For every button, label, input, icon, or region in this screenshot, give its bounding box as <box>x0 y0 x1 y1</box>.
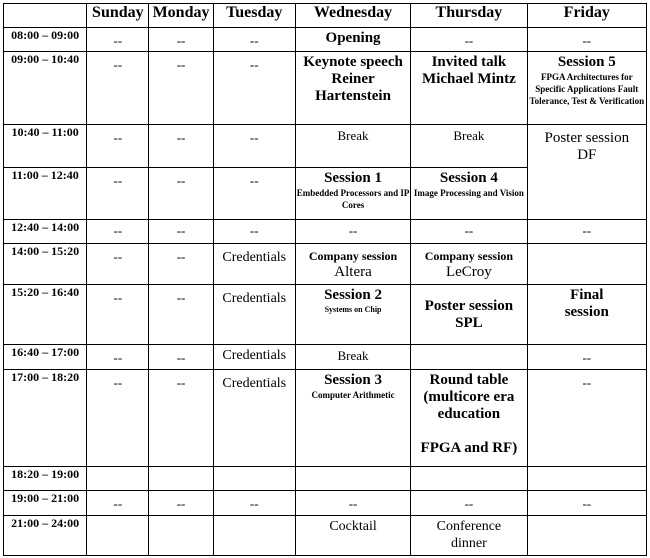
day-header: Sunday <box>87 4 149 28</box>
cell <box>411 28 527 52</box>
session3-cell <box>295 370 410 467</box>
empty-slot: -- <box>113 496 123 512</box>
session3-title: Session 3 <box>324 372 383 389</box>
session1-title: Session 1 <box>324 170 383 187</box>
company-altera-title: Company session <box>308 249 398 264</box>
credentials-cell <box>213 244 295 284</box>
conference-dinner-cell <box>411 515 527 555</box>
cell <box>149 345 213 370</box>
cell <box>411 219 527 243</box>
schedule-table <box>3 3 647 556</box>
credentials-label: Credentials <box>222 348 287 364</box>
session5-title: Session 5 <box>557 54 616 71</box>
cell <box>527 370 646 467</box>
empty-slot: -- <box>464 33 474 49</box>
cell <box>149 125 213 168</box>
final-title: Final <box>570 286 604 303</box>
empty-slot: -- <box>249 57 259 73</box>
invited-speaker: Michael Mintz <box>422 71 516 88</box>
poster-spl-title: Poster session <box>424 298 514 315</box>
table-row <box>4 491 647 515</box>
cell <box>527 345 646 370</box>
table-row <box>4 370 647 467</box>
day-header: Wednesday <box>295 4 410 28</box>
empty-slot: -- <box>176 289 186 305</box>
empty-slot: -- <box>249 173 259 189</box>
empty-slot: -- <box>113 130 123 146</box>
opening-cell <box>295 28 410 52</box>
cell <box>411 345 527 370</box>
table-row <box>4 284 647 345</box>
empty-slot: -- <box>113 350 123 366</box>
empty-slot: -- <box>113 173 123 189</box>
empty-slot: -- <box>582 350 592 366</box>
cell <box>87 168 149 219</box>
session1-cell <box>295 168 410 219</box>
cell <box>213 125 295 168</box>
break-cell <box>295 345 410 370</box>
cell <box>149 467 213 491</box>
cell <box>87 244 149 284</box>
empty-slot: -- <box>176 173 186 189</box>
company-altera-name: Altera <box>334 264 372 281</box>
day-header: Tuesday <box>213 4 295 28</box>
poster-spl-name: SPL <box>455 315 483 332</box>
session2-title: Session 2 <box>324 286 383 303</box>
empty-slot: -- <box>176 222 186 238</box>
cell <box>87 284 149 345</box>
time-cell: 09:00 – 10:40 <box>4 52 87 125</box>
empty-slot: -- <box>176 57 186 73</box>
cell <box>527 28 646 52</box>
keynote-speaker: Reiner <box>331 71 375 88</box>
roundtable-line4: FPGA and RF) <box>420 440 518 457</box>
empty-slot: -- <box>464 496 474 512</box>
time-cell: 11:00 – 12:40 <box>4 168 87 219</box>
empty-slot: -- <box>348 496 358 512</box>
cell <box>527 244 646 284</box>
cell <box>87 52 149 125</box>
table-row <box>4 467 647 491</box>
roundtable-cell <box>411 370 527 467</box>
roundtable-line3: education <box>437 406 501 423</box>
empty-slot: -- <box>582 33 592 49</box>
cell <box>87 125 149 168</box>
credentials-label: Credentials <box>222 376 287 392</box>
session1-desc: Embedded Processors and IP Cores <box>296 188 410 211</box>
cell <box>295 219 410 243</box>
session2-desc: Systems on Chip <box>324 304 382 314</box>
empty-slot: -- <box>348 222 358 238</box>
break-label: Break <box>453 128 485 144</box>
invited-talk-cell <box>411 52 527 125</box>
empty-slot: -- <box>582 496 592 512</box>
cell <box>213 168 295 219</box>
keynote-speaker-surname: Hartenstein <box>315 88 391 105</box>
cell <box>149 28 213 52</box>
cell <box>295 491 410 515</box>
empty-slot: -- <box>249 496 259 512</box>
day-header: Friday <box>527 4 646 28</box>
keynote-title: Keynote speech <box>303 54 403 71</box>
opening-label: Opening <box>325 30 381 47</box>
cell <box>87 515 149 555</box>
empty-slot: -- <box>249 130 259 146</box>
keynote-cell <box>295 52 410 125</box>
cell <box>295 467 410 491</box>
table-row <box>4 345 647 370</box>
day-header: Monday <box>149 4 213 28</box>
credentials-cell <box>213 345 295 370</box>
final-session-cell <box>527 284 646 345</box>
cell <box>149 219 213 243</box>
cell <box>149 284 213 345</box>
session5-desc: FPGA Architectures for Specific Applications Fault Tolerance, Test & Verification <box>529 72 645 107</box>
invited-title: Invited talk <box>431 54 507 71</box>
empty-slot: -- <box>176 249 186 265</box>
empty-slot: -- <box>464 222 474 238</box>
session2-cell <box>295 284 410 345</box>
credentials-label: Credentials <box>222 250 287 266</box>
time-cell: 15:20 – 16:40 <box>4 284 87 345</box>
roundtable-line2: (multicore era <box>423 389 515 406</box>
cell <box>87 491 149 515</box>
empty-slot: -- <box>113 57 123 73</box>
cell <box>149 515 213 555</box>
cell <box>213 491 295 515</box>
empty-slot: -- <box>176 33 186 49</box>
cell <box>87 345 149 370</box>
empty-slot: -- <box>176 375 186 391</box>
conference-dinner-subtitle: dinner <box>451 535 487 551</box>
poster-spl-cell <box>411 284 527 345</box>
corner-cell <box>4 4 87 28</box>
company-altera-cell <box>295 244 410 284</box>
day-header: Thursday <box>411 4 527 28</box>
time-cell: 08:00 – 09:00 <box>4 28 87 52</box>
empty-slot: -- <box>582 375 592 391</box>
empty-slot: -- <box>249 33 259 49</box>
header-row <box>4 4 647 28</box>
empty-slot: -- <box>176 350 186 366</box>
credentials-cell <box>213 284 295 345</box>
cell <box>87 28 149 52</box>
session3-desc: Computer Arithmetic <box>311 390 395 401</box>
empty-slot: -- <box>176 496 186 512</box>
company-lecroy-name: LeCroy <box>445 264 492 281</box>
time-cell: 12:40 – 14:00 <box>4 219 87 243</box>
time-cell: 10:40 – 11:00 <box>4 125 87 168</box>
empty-slot: -- <box>113 222 123 238</box>
cell <box>149 370 213 467</box>
empty-slot: -- <box>582 222 592 238</box>
cell <box>527 219 646 243</box>
poster-df-name: DF <box>577 147 597 164</box>
empty-slot: -- <box>113 289 123 305</box>
session4-cell <box>411 168 527 219</box>
empty-slot: -- <box>113 249 123 265</box>
empty-slot: -- <box>113 375 123 391</box>
cell <box>87 370 149 467</box>
company-lecroy-cell <box>411 244 527 284</box>
break-label: Break <box>337 348 369 364</box>
cell <box>149 491 213 515</box>
cell <box>411 491 527 515</box>
cell <box>149 168 213 219</box>
break-cell <box>411 125 527 168</box>
time-cell: 19:00 – 21:00 <box>4 491 87 515</box>
cell <box>527 515 646 555</box>
cell <box>87 467 149 491</box>
time-cell: 21:00 – 24:00 <box>4 515 87 555</box>
table-row <box>4 219 647 243</box>
poster-df-cell <box>527 125 646 220</box>
cell <box>213 28 295 52</box>
time-cell: 18:20 – 19:00 <box>4 467 87 491</box>
table-row <box>4 515 647 555</box>
time-cell: 16:40 – 17:00 <box>4 345 87 370</box>
session4-desc: Image Processing and Vision <box>413 188 524 199</box>
break-cell <box>295 125 410 168</box>
time-cell: 14:00 – 15:20 <box>4 244 87 284</box>
cell <box>213 467 295 491</box>
cell <box>527 467 646 491</box>
break-label: Break <box>337 128 369 144</box>
cell <box>149 52 213 125</box>
company-lecroy-title: Company session <box>424 249 514 264</box>
final-subtitle: session <box>564 303 609 320</box>
cell <box>527 491 646 515</box>
cell <box>213 52 295 125</box>
session5-cell <box>527 52 646 125</box>
cell <box>411 467 527 491</box>
cell <box>213 219 295 243</box>
cocktail-label: Cocktail <box>329 518 377 534</box>
empty-slot: -- <box>249 222 259 238</box>
empty-slot: -- <box>113 33 123 49</box>
table-row <box>4 125 647 168</box>
session4-title: Session 4 <box>439 170 498 187</box>
cell <box>213 515 295 555</box>
roundtable-title: Round table <box>429 372 509 389</box>
table-row <box>4 244 647 284</box>
empty-slot: -- <box>176 130 186 146</box>
credentials-label: Credentials <box>222 290 287 306</box>
table-row <box>4 28 647 52</box>
cocktail-cell <box>295 515 410 555</box>
poster-df-title: Poster session <box>544 130 630 147</box>
cell <box>87 219 149 243</box>
time-cell: 17:00 – 18:20 <box>4 370 87 467</box>
conference-dinner-title: Conference <box>436 518 502 534</box>
table-row <box>4 52 647 125</box>
credentials-cell <box>213 370 295 467</box>
cell <box>149 244 213 284</box>
